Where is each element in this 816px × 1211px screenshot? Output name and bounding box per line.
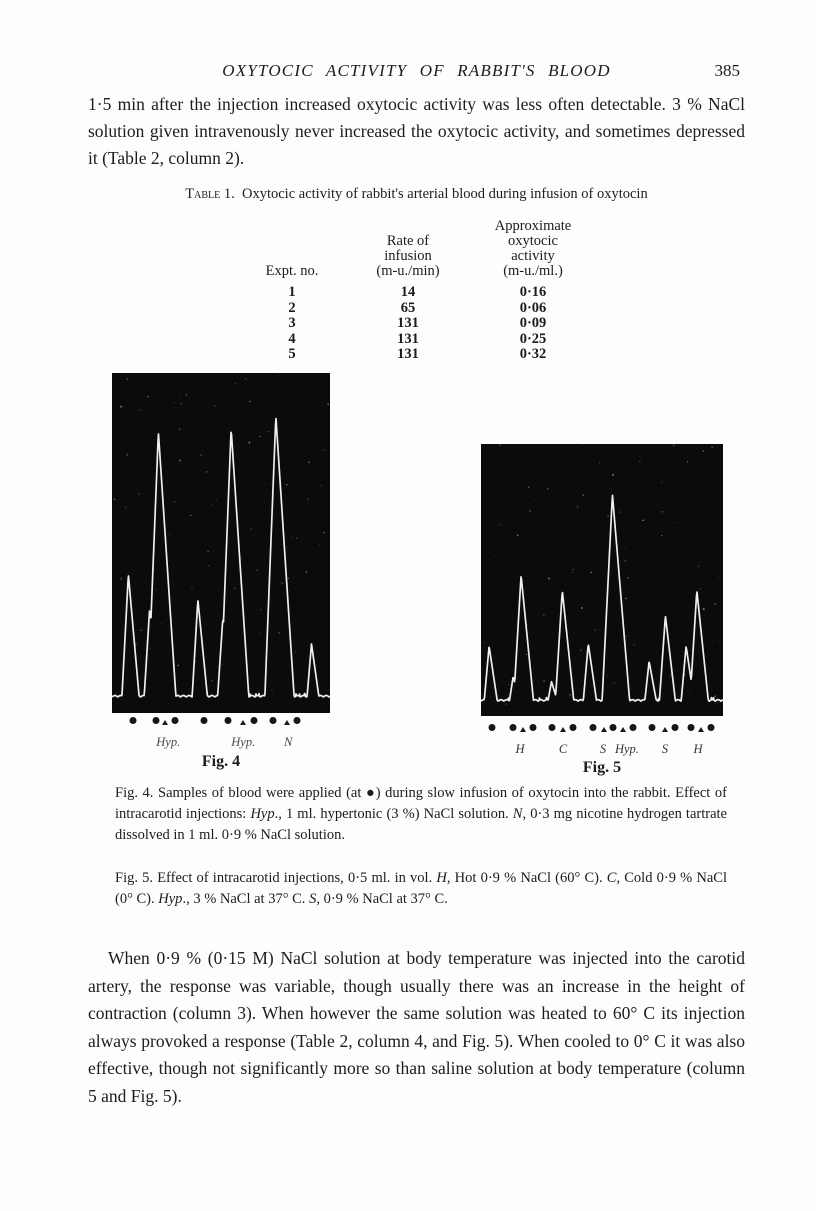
film-speckle — [568, 618, 569, 619]
film-speckle — [179, 460, 181, 462]
film-speckle — [126, 454, 128, 456]
injection-label: S — [599, 742, 607, 756]
figure-5-kymograph-trace — [481, 444, 723, 716]
film-speckle — [234, 588, 235, 589]
film-speckle — [714, 641, 715, 642]
film-speckle — [222, 664, 223, 665]
injection-label: N — [283, 735, 293, 749]
film-speckle — [548, 578, 550, 580]
film-speckle — [662, 511, 664, 513]
film-speckle — [249, 401, 251, 403]
column-header-rate: Rate of infusion (m-u./min) — [376, 233, 440, 279]
table-row: 3 131 0·09 — [288, 315, 547, 331]
film-speckle — [545, 523, 546, 524]
film-speckle — [547, 488, 549, 490]
figure-4-caption: Fig. 4. Samples of blood were applied (at ●) during slow infusion of oxytocin into the rabbit. Effect of intracarotid injections: Hyp., 1 ml. hypertonic (3 %) NaCl solution. N, 0·3 mg nicotine hydrogen tartrate dissolved in 1 ml. 0·9 % NaCl solution. — [115, 785, 727, 843]
film-speckle — [673, 445, 674, 446]
injection-label: H — [515, 742, 525, 756]
table-1 — [232, 217, 602, 363]
sample-dot — [530, 724, 537, 731]
film-speckle — [308, 462, 310, 464]
film-speckle — [168, 534, 170, 536]
table-body — [232, 285, 602, 363]
injection-arrow-icon — [560, 727, 566, 732]
film-speckle — [114, 499, 115, 500]
table-row: 1 14 0·16 — [288, 284, 547, 300]
film-speckle — [505, 703, 507, 705]
film-speckle — [208, 565, 209, 566]
film-speckle — [642, 519, 644, 521]
film-speckle — [149, 648, 150, 649]
film-speckle — [161, 623, 162, 624]
film-speckle — [625, 586, 626, 587]
film-speckle — [206, 471, 208, 473]
film-speckle — [278, 632, 279, 633]
film-speckle — [120, 578, 122, 580]
film-speckle — [535, 500, 536, 501]
film-speckle — [250, 528, 252, 530]
film-speckle — [499, 524, 500, 525]
film-speckle — [543, 614, 545, 616]
film-speckle — [570, 588, 571, 589]
film-speckle — [626, 623, 627, 624]
film-speckle — [571, 571, 572, 572]
film-speckle — [200, 454, 202, 456]
figure-5-injection-labels-row — [481, 742, 723, 758]
film-speckle — [238, 385, 239, 386]
injection-arrow-icon — [162, 720, 168, 725]
sample-dot — [590, 724, 597, 731]
film-speckle — [127, 378, 129, 380]
film-speckle — [528, 487, 529, 488]
film-speckle — [582, 444, 583, 445]
sample-dot — [672, 724, 679, 731]
film-speckle — [714, 695, 716, 697]
injection-arrow-icon — [601, 727, 607, 732]
figure-4 — [112, 373, 330, 770]
film-speckle — [607, 675, 608, 676]
film-speckle — [211, 504, 212, 505]
film-speckle — [140, 629, 142, 631]
paragraph-2: When 0·9 % (0·15 M) NaCl solution at body temperature was injected into the carotid artery, the response was variable, though usually there was an increase in the height of contraction (column 3). When however the same solution was heated to 60° C its injection always provoked a response (Table 2, column 4, and Fig. 5). When cooled to 0° C it was also effective, though not significantly more so than saline solution at body temperature (column 5 and Fig. 5). — [88, 948, 745, 1106]
film-speckle — [253, 671, 254, 672]
film-speckle — [687, 461, 688, 462]
film-speckle — [689, 690, 690, 691]
film-speckle — [125, 506, 127, 508]
film-speckle — [625, 548, 626, 549]
film-speckle — [719, 577, 720, 578]
film-speckle — [703, 608, 705, 610]
film-speckle — [214, 405, 215, 406]
film-speckle — [260, 609, 262, 611]
film-speckle — [569, 694, 570, 695]
film-speckle — [702, 450, 704, 452]
paragraph-1: 1·5 min after the injection increased oxytocic activity was less often detectable. 3 % NaCl solution given intravenously never increased the oxytocic activity, and sometimes depressed it (Table 2, column 2). — [88, 94, 745, 168]
table-row: 4 131 0·25 — [288, 330, 547, 347]
table-row: 5 131 0·32 — [288, 346, 547, 362]
film-speckle — [591, 572, 593, 574]
film-speckle — [700, 588, 702, 590]
film-speckle — [292, 537, 293, 538]
film-speckle — [607, 515, 609, 517]
film-speckle — [639, 461, 640, 462]
sample-dot — [294, 717, 301, 724]
film-speckle — [626, 635, 628, 637]
running-head: OXYTOCIC ACTIVITY OF RABBIT'S BLOOD — [222, 61, 611, 80]
film-speckle — [711, 446, 713, 448]
film-speckle — [279, 375, 280, 376]
film-speckle — [625, 598, 627, 600]
film-speckle — [207, 551, 208, 552]
sample-dot — [609, 724, 616, 731]
injection-label: Hyp. — [231, 735, 256, 749]
table-caption — [88, 186, 745, 203]
sample-dot — [688, 724, 695, 731]
film-speckle — [499, 444, 501, 446]
film-speckle — [174, 501, 176, 503]
film-speckle — [281, 582, 283, 584]
film-speckle — [270, 484, 271, 485]
film-speckle — [245, 378, 246, 379]
injection-arrow-icon — [240, 720, 246, 725]
film-speckle — [545, 485, 546, 486]
sample-dot — [172, 717, 179, 724]
film-speckle — [264, 484, 265, 485]
sample-dot — [201, 717, 208, 724]
film-speckle — [526, 654, 528, 656]
contraction-trace — [481, 495, 723, 701]
film-speckle — [288, 578, 289, 579]
film-speckle — [529, 510, 531, 512]
film-speckle — [248, 442, 250, 444]
injection-label: Hyp. — [156, 735, 181, 749]
contraction-trace — [112, 419, 330, 697]
film-speckle — [527, 624, 529, 626]
film-speckle — [635, 553, 636, 554]
figure-5 — [481, 444, 723, 776]
film-speckle — [614, 682, 616, 684]
film-speckle — [543, 680, 545, 682]
figure-4-kymograph-trace — [112, 373, 330, 713]
film-speckle — [215, 499, 216, 500]
film-speckle — [582, 494, 584, 496]
film-speckle — [687, 561, 688, 562]
film-speckle — [720, 642, 721, 643]
injection-arrow-icon — [284, 720, 290, 725]
film-speckle — [190, 515, 191, 516]
injection-arrow-icon — [698, 727, 704, 732]
injection-arrow-icon — [620, 727, 626, 732]
film-speckle — [150, 386, 151, 387]
film-speckle — [138, 493, 139, 494]
film-speckle — [484, 642, 485, 643]
film-speckle — [682, 585, 683, 586]
film-speckle — [140, 409, 141, 410]
table-header-row — [232, 217, 602, 279]
film-speckle — [296, 538, 298, 540]
figure-4-injection-labels-row — [112, 735, 330, 751]
film-speckle — [670, 674, 671, 675]
sample-dot — [649, 724, 656, 731]
film-speckle — [624, 560, 626, 562]
film-speckle — [286, 484, 287, 485]
film-speckle — [544, 448, 545, 449]
film-speckle — [271, 690, 272, 691]
sample-dot — [251, 717, 258, 724]
film-speckle — [156, 538, 157, 539]
film-speckle — [327, 404, 329, 406]
sample-dot — [488, 724, 495, 731]
injection-label: Hyp. — [614, 742, 639, 756]
film-speckle — [115, 378, 116, 379]
film-speckle — [674, 522, 675, 523]
film-speckle — [599, 462, 600, 463]
film-speckle — [627, 577, 629, 579]
sample-dot — [153, 717, 160, 724]
film-speckle — [180, 396, 181, 397]
film-speckle — [324, 617, 325, 618]
table-caption-label: Table 1. — [185, 186, 235, 202]
film-speckle — [306, 571, 307, 572]
film-speckle — [321, 485, 322, 486]
film-speckle — [329, 690, 330, 691]
film-speckle — [508, 684, 509, 685]
sample-dot — [569, 724, 576, 731]
film-speckle — [554, 557, 555, 558]
film-speckle — [235, 383, 236, 384]
film-speckle — [646, 580, 647, 581]
film-speckle — [155, 589, 156, 590]
film-speckle — [661, 535, 663, 537]
column-header-expt: Expt. no. — [265, 263, 319, 279]
film-speckle — [256, 569, 258, 571]
film-speckle — [179, 428, 181, 430]
film-speckle — [633, 644, 635, 646]
column-header-activity: Approximate oxytocic activity (m-u./ml.) — [494, 218, 572, 279]
film-speckle — [620, 511, 622, 513]
sample-dot — [509, 724, 516, 731]
film-speckle — [572, 569, 573, 570]
film-speckle — [580, 649, 581, 650]
figure-5-sample-dots-row — [481, 723, 723, 732]
film-speckle — [698, 566, 699, 567]
figure-4-sample-dots-row — [112, 716, 330, 725]
film-speckle — [177, 664, 179, 666]
table-caption-text: Oxytocic activity of rabbit's arterial blood during infusion of oxytocin — [242, 186, 648, 202]
film-speckle — [147, 396, 148, 397]
film-speckle — [113, 402, 114, 403]
injection-arrow-icon — [520, 727, 526, 732]
film-speckle — [268, 431, 269, 432]
film-speckle — [259, 436, 260, 437]
injection-label: H — [693, 742, 703, 756]
film-speckle — [517, 534, 519, 536]
film-speckle — [287, 547, 288, 548]
sample-dot — [707, 724, 714, 731]
figure-5-caption: Fig. 5. Effect of intracarotid injections, 0·5 ml. in vol. H, Hot 0·9 % NaCl (60° C). C, Cold 0·9 % NaCl (0° C). Hyp., 3 % NaCl at 37° C. S, 0·9 % NaCl at 37° C. — [115, 870, 727, 907]
film-speckle — [323, 449, 325, 451]
sample-dot — [629, 724, 636, 731]
figure-5-label: Fig. 5 — [582, 759, 622, 776]
film-speckle — [594, 629, 596, 631]
sample-dot — [270, 717, 277, 724]
page-number: 385 — [714, 61, 740, 80]
film-speckle — [180, 403, 182, 405]
injection-label: S — [661, 742, 669, 756]
injection-arrow-icon — [662, 727, 668, 732]
film-speckle — [323, 532, 325, 534]
film-speckle — [174, 402, 175, 403]
figure-4-label: Fig. 4 — [201, 753, 241, 770]
sample-dot — [548, 724, 555, 731]
film-speckle — [191, 587, 192, 588]
film-speckle — [295, 651, 296, 652]
table-row: 2 65 0·06 — [288, 299, 547, 316]
film-speckle — [561, 580, 562, 581]
sample-dot — [225, 717, 232, 724]
film-speckle — [218, 457, 219, 458]
film-speckle — [307, 499, 309, 501]
film-speckle — [577, 506, 578, 507]
film-speckle — [260, 633, 261, 634]
film-speckle — [714, 603, 715, 604]
film-speckle — [661, 482, 662, 483]
film-speckle — [211, 680, 213, 682]
film-speckle — [612, 474, 614, 476]
film-speckle — [578, 690, 579, 691]
film-speckle — [186, 394, 187, 395]
film-speckle — [689, 641, 690, 642]
film-speckle — [319, 544, 320, 545]
film-speckle — [494, 555, 495, 556]
film-speckle — [581, 607, 583, 609]
film-speckle — [120, 406, 122, 408]
injection-label: C — [558, 742, 568, 756]
sample-dot — [130, 717, 137, 724]
film-speckle — [137, 630, 138, 631]
